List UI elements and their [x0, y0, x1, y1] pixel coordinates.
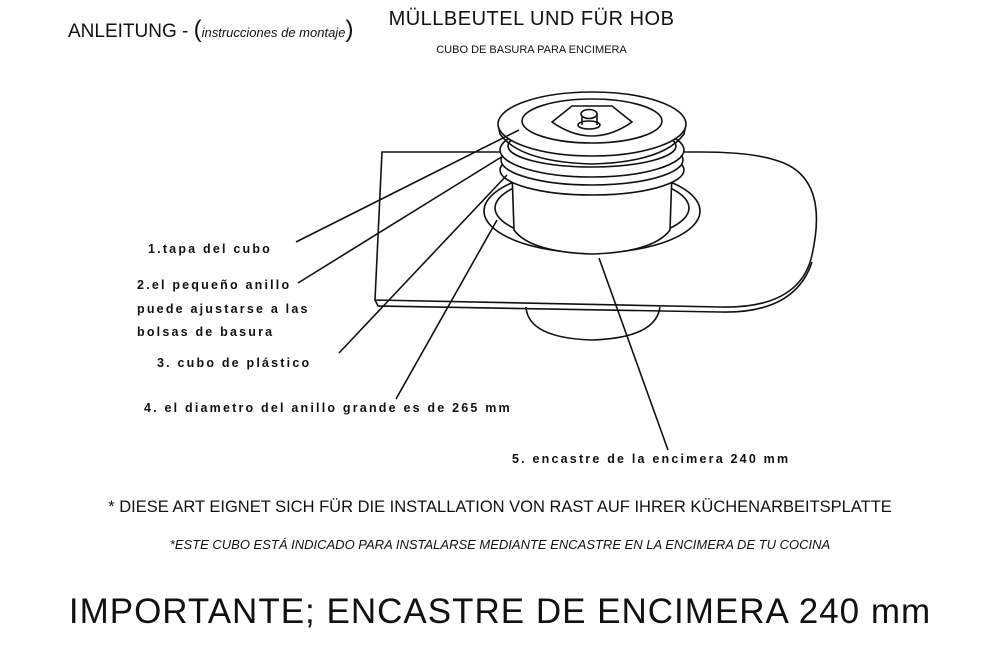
lid — [498, 92, 686, 156]
label-small-ring: 2.el pequeño anillo — [137, 278, 292, 292]
page-subtitle: CUBO DE BASURA PARA ENCIMERA — [436, 44, 627, 56]
page-title: MÜLLBEUTEL UND FÜR HOB — [388, 8, 675, 30]
note-german: * DIESE ART EIGNET SICH FÜR DIE INSTALLATION VON RAST AUF IHRER KÜCHENARBEITSPLATTE — [108, 498, 892, 516]
label-small-ring-3: bolsas de basura — [137, 325, 275, 339]
label-small-ring-2: puede ajustarse a las — [137, 302, 310, 316]
instructions-title: ANLEITUNG - — [68, 21, 194, 42]
label-lid: 1.tapa del cubo — [148, 242, 272, 256]
bin-bottom — [526, 307, 660, 340]
label-plastic-bin: 3. cubo de plástico — [157, 356, 312, 370]
paren-close: ) — [345, 16, 354, 43]
note-spanish: *ESTE CUBO ESTÁ INDICADO PARA INSTALARSE MEDIANTE ENCASTRE EN LA ENCIMERA DE TU COCINA — [169, 537, 831, 552]
important-notice: IMPORTANTE; ENCASTRE DE ENCIMERA 240 mm — [68, 592, 932, 631]
label-countertop-cutout: 5. encastre de la encimera 240 mm — [512, 452, 791, 466]
instructions-subtitle: instrucciones de montaje — [201, 25, 346, 40]
paren-open: ( — [193, 16, 202, 43]
lid-knob-top — [581, 110, 597, 119]
label-big-ring-diameter: 4. el diametro del anillo grande es de 265 mm — [144, 401, 512, 415]
